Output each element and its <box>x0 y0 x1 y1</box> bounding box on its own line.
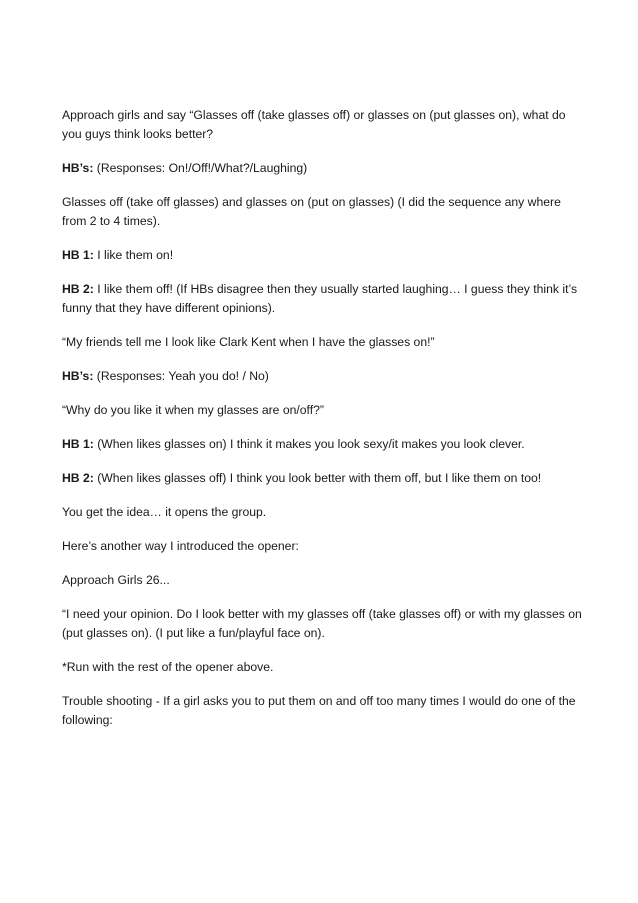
paragraph-text: You get the idea… it opens the group. <box>62 505 267 519</box>
speaker-label: HB’s: <box>62 161 94 175</box>
paragraph-text: Approach girls and say “Glasses off (take glasses off) or glasses on (put glasses on), what do you guys think looks better? <box>62 108 566 141</box>
paragraph-text: “Why do you like it when my glasses are on/off?” <box>62 403 324 417</box>
paragraph-another-way <box>62 537 582 556</box>
paragraph-hb2-off <box>62 280 582 318</box>
paragraph-clark-kent <box>62 333 582 352</box>
paragraph-hb1-sexy <box>62 435 582 454</box>
paragraph-text: (When likes glasses on) I think it makes you look sexy/it makes you look clever. <box>93 437 525 451</box>
paragraph-text: *Run with the rest of the opener above. <box>62 660 274 674</box>
paragraph-trouble-shooting <box>62 692 582 730</box>
paragraph-why-question <box>62 401 582 420</box>
speaker-label: HB 2: <box>62 471 94 485</box>
paragraph-text: Trouble shooting - If a girl asks you to put them on and off too many times I would do one of the following: <box>62 694 576 727</box>
paragraph-get-idea <box>62 503 582 522</box>
paragraph-text: I like them on! <box>93 248 174 262</box>
paragraph-intro <box>62 106 582 144</box>
paragraph-text: (Responses: Yeah you do! / No) <box>93 369 269 383</box>
paragraph-text: “I need your opinion. Do I look better with my glasses off (take glasses off) or with my glasses on (put glasses on). (I put like a fun/playful face on). <box>62 607 582 640</box>
speaker-label: HB 2: <box>62 282 94 296</box>
paragraph-opinion <box>62 605 582 643</box>
paragraph-text: (Responses: On!/Off!/What?/Laughing) <box>93 161 308 175</box>
paragraph-run-with <box>62 658 582 677</box>
paragraph-text: (When likes glasses off) I think you look better with them off, but I like them on too! <box>93 471 542 485</box>
paragraph-hbs-yeah <box>62 367 582 386</box>
paragraph-hb1-on <box>62 246 582 265</box>
speaker-label: HB 1: <box>62 437 94 451</box>
paragraph-text: Glasses off (take off glasses) and glasses on (put on glasses) (I did the sequence any where from 2 to 4 times). <box>62 195 561 228</box>
paragraph-hb2-better <box>62 469 582 488</box>
paragraph-text: “My friends tell me I look like Clark Kent when I have the glasses on!” <box>62 335 435 349</box>
paragraph-text: Approach Girls 26... <box>62 573 170 587</box>
paragraph-text: I like them off! (If HBs disagree then they usually started laughing… I guess they think it’s funny that they have different opinions). <box>62 282 578 315</box>
paragraph-text: Here’s another way I introduced the opener: <box>62 539 299 553</box>
paragraph-approach-26 <box>62 571 582 590</box>
paragraph-sequence <box>62 193 582 231</box>
paragraph-hbs-responses <box>62 159 582 178</box>
speaker-label: HB’s: <box>62 369 94 383</box>
speaker-label: HB 1: <box>62 248 94 262</box>
document-body <box>62 106 582 745</box>
